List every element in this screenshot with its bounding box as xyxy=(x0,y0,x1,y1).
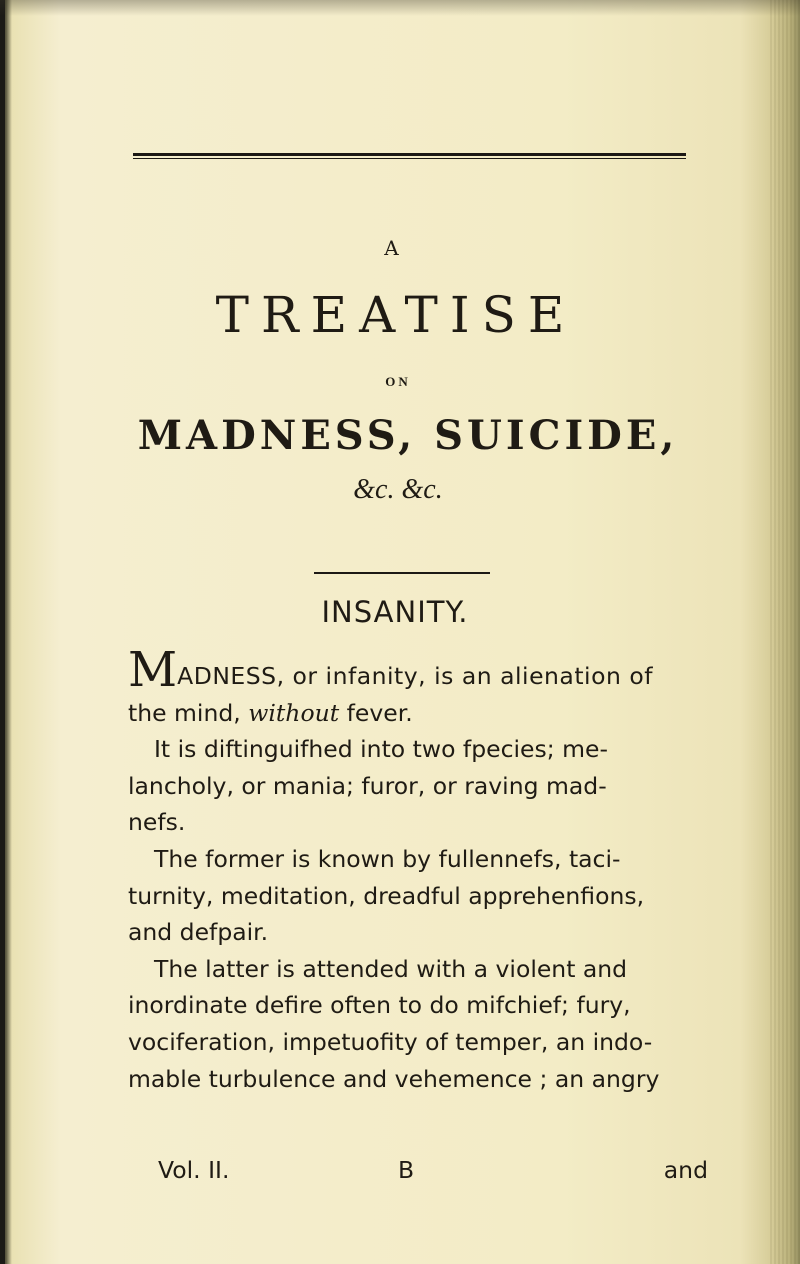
top-shadow xyxy=(0,0,800,16)
paragraph-2 xyxy=(128,731,708,841)
paragraph-4 xyxy=(128,951,708,1097)
text-line: The former is known by fullennefs, taci- xyxy=(154,844,621,873)
top-rule-thin xyxy=(133,158,686,159)
binding-edge xyxy=(0,0,5,1264)
top-rule xyxy=(133,153,686,156)
signature-mark: B xyxy=(398,1156,415,1184)
drop-cap: M xyxy=(128,642,178,698)
text-line: inordinate defire often to do mifchief; fury, xyxy=(128,991,631,1020)
text-line: The latter is attended with a violent and xyxy=(154,954,628,983)
page-fore-edge xyxy=(770,0,800,1264)
text-segment: fever. xyxy=(346,698,413,727)
text-line: It is diftinguifhed into two fpecies; me- xyxy=(154,735,608,764)
catchword: and xyxy=(663,1156,708,1184)
text-line xyxy=(128,642,708,698)
text-line: nefs. xyxy=(128,808,186,837)
section-rule xyxy=(314,572,490,574)
text-segment: the mind, xyxy=(128,698,241,727)
text-line: and defpair. xyxy=(128,918,269,947)
text-line: lancholy, or mania; furor, or raving mad- xyxy=(128,771,607,800)
section-heading: INSANITY. xyxy=(321,595,469,629)
volume-number: Vol. II. xyxy=(158,1156,230,1184)
text-line xyxy=(128,695,708,732)
text-line: turnity, meditation, dreadful apprehenfions, xyxy=(128,881,645,910)
text-segment: ADNESS, or infanity, is an alienation of xyxy=(177,662,653,690)
paragraph-3 xyxy=(128,841,708,951)
text-line: mable turbulence and vehemence ; an angry xyxy=(128,1064,660,1093)
text-line: vociferation, impetuofity of temper, an indo- xyxy=(128,1027,653,1056)
title-main: TREATISE xyxy=(215,286,577,344)
title-connector: ON xyxy=(385,374,411,389)
title-etc: &c. &c. xyxy=(353,474,443,505)
title-article: A xyxy=(384,236,400,260)
body-text xyxy=(128,642,708,1097)
italic-word: without xyxy=(248,698,340,727)
title-subject: MADNESS, SUICIDE, xyxy=(137,412,679,459)
paragraph-1 xyxy=(128,642,708,731)
